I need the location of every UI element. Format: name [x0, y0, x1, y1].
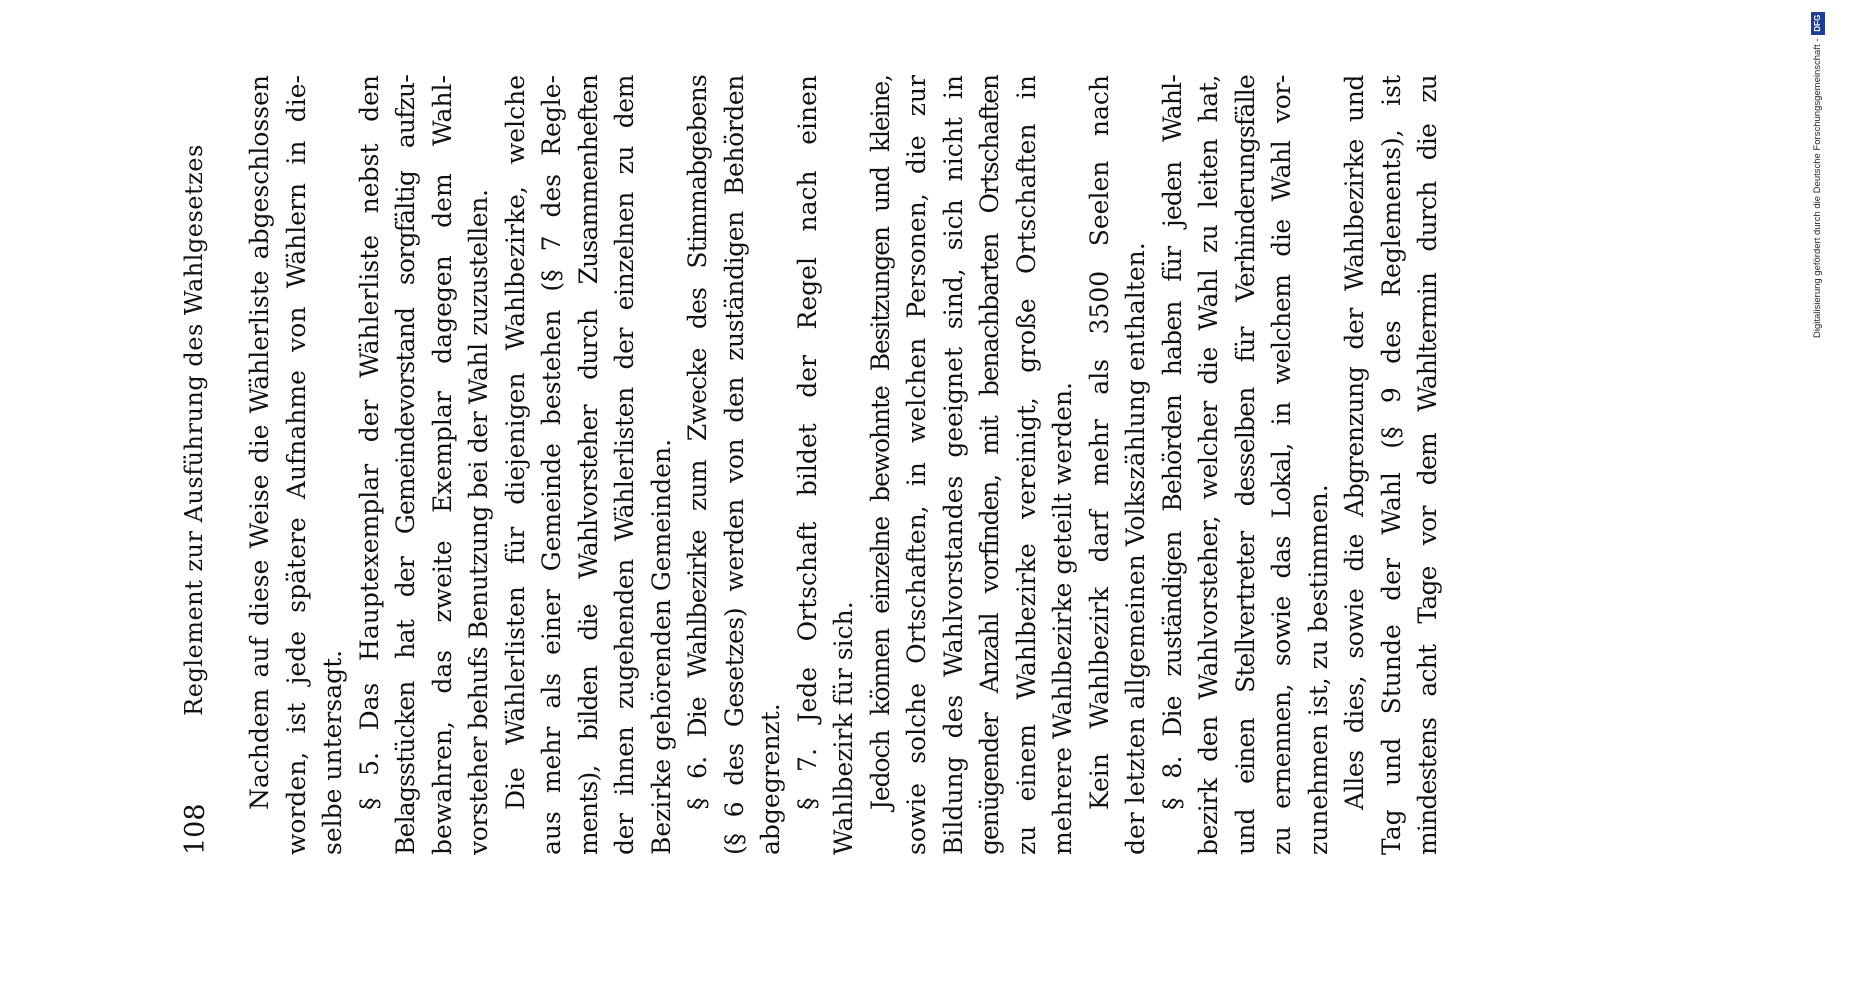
dfg-logo: DFG: [1811, 12, 1825, 35]
text-line: und einen Stellvertreter desselben für Verhinderungsfälle: [1230, 75, 1260, 855]
digitization-credit-text: [1810, 8, 1826, 338]
text-line: Belagsstücken hat der Gemeindevorstand sorgfältig aufzu-: [391, 75, 420, 855]
text-line: der ihnen zugehenden Wählerlisten der einzelnen zu dem: [610, 75, 639, 855]
text-line: ments), bilden die Wahlvorsteher durch Zusammenheften: [573, 75, 603, 855]
text-line: abgegrenzt.: [756, 703, 785, 855]
rotated-page-area: [180, 75, 1490, 855]
running-title: Reglement zur Ausführung des Wahlgesetzes: [180, 144, 208, 716]
text-line: § 5. Das Hauptexemplar der Wählerliste nebst den: [354, 75, 384, 810]
credit-text: Digitalisierung gefördert durch die Deutsche Forschungsgemeinschaft -: [1812, 38, 1823, 338]
text-line: zunehmen ist, zu bestimmen.: [1303, 484, 1333, 855]
text-line: Nachdem auf diese Weise die Wählerliste abgeschlossen: [245, 75, 274, 810]
text-line: Tag und Stunde der Wahl (§ 9 des Reglements), ist: [1376, 75, 1406, 855]
text-line: aus mehr als einer Gemeinde bestehen (§ 7 des Regle-: [537, 75, 566, 855]
text-line: mindestens acht Tage vor dem Wahltermin durch die zu: [1413, 75, 1442, 855]
digitization-credit: [1810, 8, 1826, 338]
text-line: § 7. Jede Ortschaft bildet der Regel nach einen: [792, 75, 822, 810]
text-line: zu einem Wahlbezirke vereinigt, große Ortschaften in: [1011, 75, 1041, 855]
text-line: Bezirke gehörenden Gemeinden.: [646, 438, 676, 855]
text-line: § 8. Die zuständigen Behörden haben für jeden Wahl-: [1157, 75, 1187, 810]
text-line: worden, ist jede spätere Aufnahme von Wählern in die-: [281, 75, 311, 855]
page-number: 108: [180, 803, 211, 855]
text-line: zu ernennen, sowie das Lokal, in welchem die Wahl vor-: [1267, 75, 1296, 855]
text-line: vorsteher behufs Benutzung bei der Wahl zuzustellen.: [464, 189, 493, 855]
running-head: [180, 75, 220, 855]
text-line: genügender Anzahl vorfinden, mit benachbarten Ortschaften: [975, 75, 1004, 855]
text-line: Die Wählerlisten für diejenigen Wahlbezirke, welche: [500, 75, 530, 810]
text-line: selbe untersagt.: [318, 649, 347, 855]
text-line: § 6. Die Wahlbezirke zum Zwecke des Stimmabgebens: [683, 75, 712, 810]
text-line: der letzten allgemeinen Volkszählung enthalten.: [1121, 242, 1150, 855]
text-line: Wahlbezirk für sich.: [829, 601, 858, 855]
text-line: mehrere Wahlbezirke geteilt werden.: [1048, 382, 1077, 855]
book-page: [180, 75, 1490, 855]
text-line: bezirk den Wahlvorsteher, welcher die Wahl zu leiten hat,: [1194, 75, 1223, 855]
text-line: Kein Wahlbezirk darf mehr als 3500 Seelen nach: [1084, 75, 1114, 810]
text-line: Jedoch können einzelne bewohnte Besitzungen und kleine,: [865, 75, 895, 810]
text-line: sowie solche Ortschaften, in welchen Personen, die zur: [902, 75, 931, 855]
text-line: Bildung des Wahlvorstandes geeignet sind, sich nicht in: [938, 75, 968, 855]
text-line: Alles dies, sowie die Abgrenzung der Wahlbezirke und: [1340, 75, 1369, 810]
text-line: (§ 6 des Gesetzes) werden von den zuständigen Behörden: [719, 75, 749, 855]
text-body: [242, 75, 1447, 855]
text-line: bewahren, das zweite Exemplar dagegen dem Wahl-: [427, 75, 457, 855]
